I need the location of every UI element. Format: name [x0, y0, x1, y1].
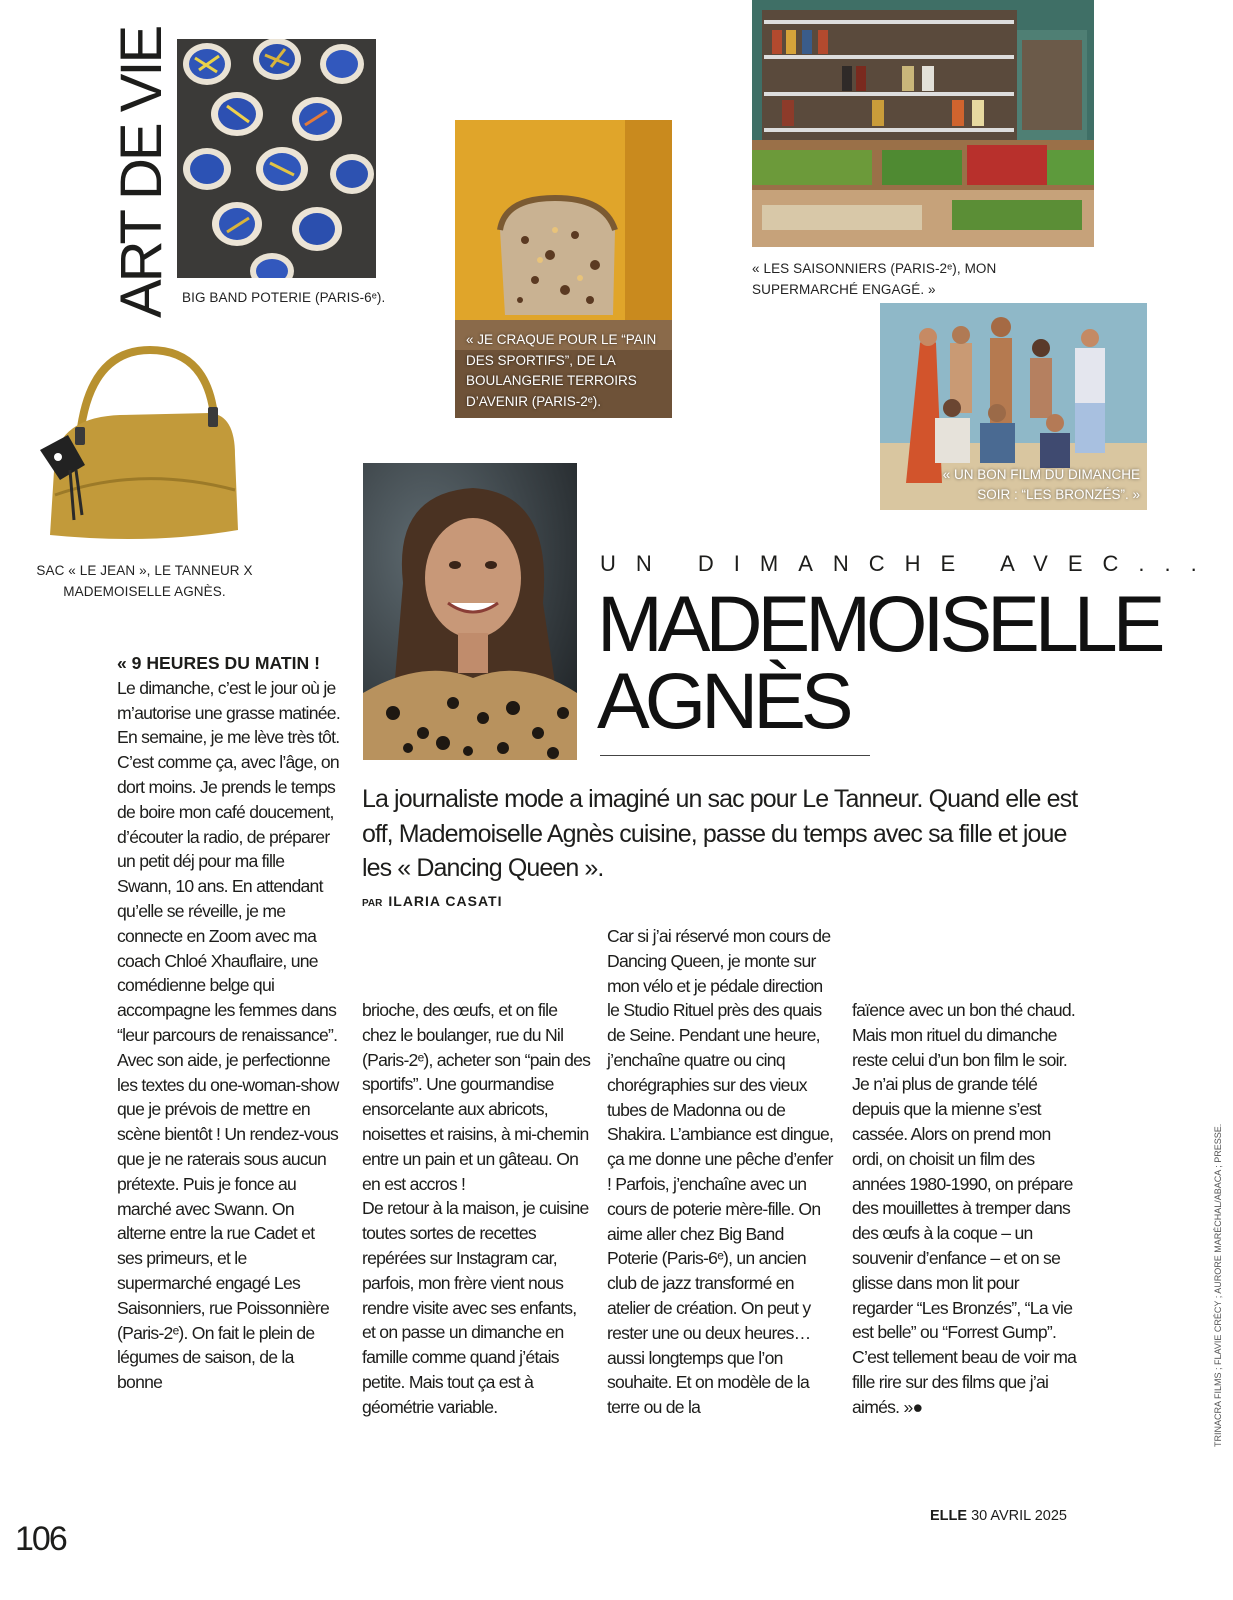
body-column-4 — [852, 998, 1077, 1420]
market-caption: « LES SAISONNIERS (PARIS-2ᵉ), MON SUPERMARCHÉ ENGAGÉ. » — [752, 261, 997, 297]
issue-footer — [930, 1508, 1067, 1524]
body-lead: « 9 HEURES DU MATIN ! — [117, 653, 320, 673]
page-title: MADEMOISELLE AGNÈS — [597, 579, 1161, 745]
body-column-3 — [607, 924, 837, 1420]
kicker: UN DIMANCHE AVEC... — [600, 551, 1217, 576]
market-photo — [752, 0, 1094, 247]
issue-date: 30 AVRIL 2025 — [971, 1508, 1067, 1524]
title-rule — [600, 755, 870, 756]
deck: La journaliste mode a imaginé un sac pour Le Tanneur. Quand elle est off, Mademoiselle Agnès cuisine, passe du temps avec sa fille et joue les « Dancing Queen ». — [362, 785, 1078, 882]
byline-author: ILARIA CASATI — [388, 893, 503, 909]
film-caption: « UN BON FILM DU DIMANCHE SOIR : “LES BRONZÉS”. » — [942, 467, 1140, 502]
body-column-4-text: faïence avec un bon thé chaud. Mais mon rituel du dimanche reste celui d’un bon film le soir. Je n’ai plus de grande télé depuis que la mienne s’est cassée. Alors on prend mon ordi, on choisit un film des années 1980-1990, on prépare des mouillettes à tremper dans des œufs à la coque – un souvenir d’enfance – et on se glisse dans mon lit pour regarder “Les Bronzés”, “La vie est belle” ou “Forrest Gump”. C’est tellement beau de voir ma fille rire sur des films que j’ai aimés. »● — [852, 1000, 1077, 1417]
page-number: 106 — [15, 1520, 66, 1558]
pottery-caption: BIG BAND POTERIE (PARIS-6ᵉ). — [182, 290, 386, 305]
body-column-1-text: Le dimanche, c’est le jour où je m’autorise une grasse matinée. En semaine, je me lève très tôt. C’est comme ça, avec l’âge, on dort moins. Je prends le temps de boire mon café doucement, d’écouter la radio, de préparer un petit déj pour ma fille Swann, 10 ans. En attendant qu’elle se réveille, je me connecte en Zoom avec ma coach Chloé Xhauflaire, une comédienne belge qui accompagne les femmes dans “leur parcours de renaissance”. Avec son aide, je perfectionne les textes du one-woman-show que je prévois de mettre en scène bientôt ! Un rendez-vous que je ne raterais sous aucun prétexte. Puis je fonce au marché avec Swann. On alterne entre la rue Cadet et ses primeurs, et le supermarché engagé Les Saisonniers, rue Poissonnière (Paris-2ᵉ). On fait le plein de légumes de saison, de la bonne — [117, 677, 340, 1393]
bag-photo — [30, 345, 245, 545]
magazine-name: ELLE — [930, 1508, 968, 1524]
body-column-1 — [117, 651, 342, 1395]
byline-prefix: PAR — [362, 898, 383, 909]
body-column-3-text: Car si j’ai réservé mon cours de Dancing Queen, je monte sur mon vélo et je pédale direction le Studio Rituel près des quais de Seine. Pendant une heure, j’enchaîne quatre ou cinq chorégraphies sur des vieux tubes de Madonna ou de Shakira. L’ambiance est dingue, ça me donne une pêche d’enfer ! Parfois, j’enchaîne avec un cours de poterie mère-fille. On aime aller chez Big Band Poterie (Paris-6ᵉ), un ancien club de jazz transformé en atelier de création. On peut y rester une ou deux heures… aussi longtemps que l’on souhaite. Et on modèle de la terre ou de la — [607, 926, 834, 1418]
portrait-photo — [363, 463, 577, 760]
section-rubric: ART DE VIE — [109, 27, 174, 318]
bag-caption: SAC « LE JEAN », LE TANNEUR X MADEMOISELLE AGNÈS. — [36, 563, 253, 599]
byline — [362, 893, 502, 909]
photo-credits: TRINACRA FILMS ; FLAVIE CRÉCY ; AURORE MARÉCHAL/ABACA ; PRESSE. — [1213, 1123, 1223, 1447]
body-column-2 — [362, 998, 592, 1420]
bread-caption: « JE CRAQUE POUR LE “PAIN DES SPORTIFS”, DE LA BOULANGERIE TERROIRS D’AVENIR (PARIS-2ᵉ). — [466, 332, 657, 409]
pottery-photo — [177, 39, 376, 278]
body-column-2-text-b: De retour à la maison, je cuisine toutes sortes de recettes repérées sur Instagram car, parfois, mon frère vient nous rendre visite avec ses enfants, et on passe un dimanche en famille comme quand j’étais petite. Mais tout ça est à géométrie variable. — [362, 1198, 589, 1417]
body-column-2-text-a: brioche, des œufs, et on file chez le boulanger, rue du Nil (Paris-2ᵉ), acheter son “pain des sportifs”. Une gourmandise ensorcelante aux abricots, noisettes et raisins, à mi-chemin entre un pain et un gâteau. On en est accros ! — [362, 1000, 591, 1194]
